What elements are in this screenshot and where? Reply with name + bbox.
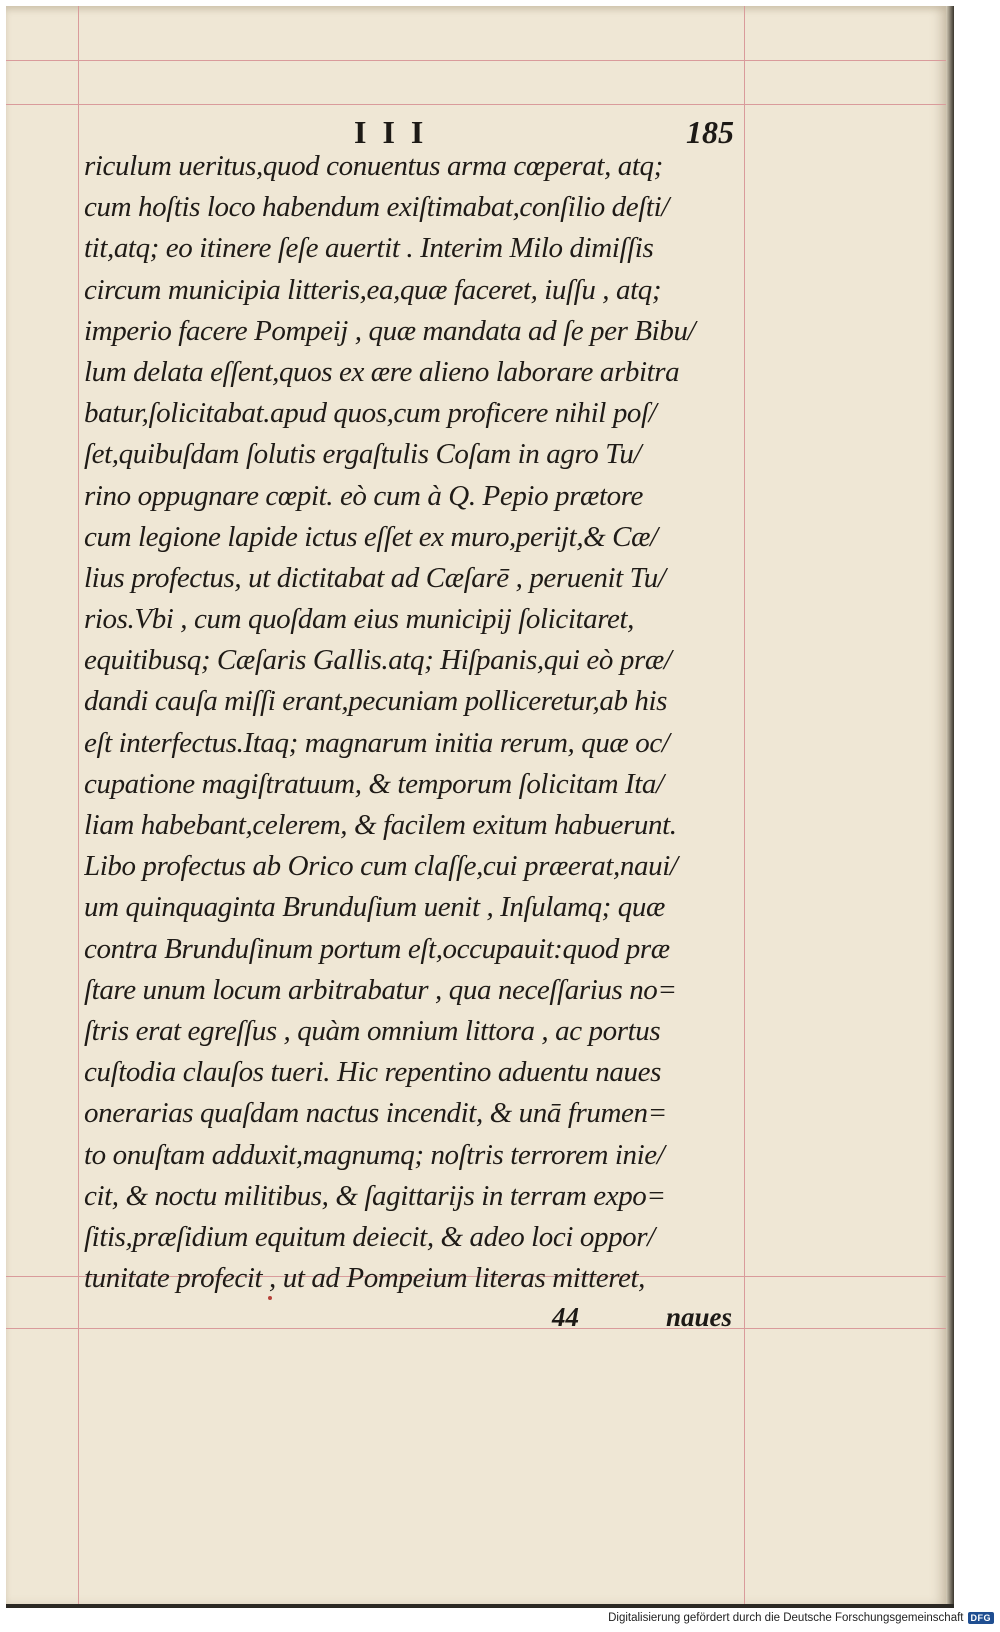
book-page [6, 6, 946, 1606]
text-line: cum hoſtis loco habendum exiſtimabat,conſilio deſti/ [84, 191, 669, 224]
text-line: Libo profectus ab Orico cum claſſe,cui præerat,naui/ [84, 850, 678, 883]
text-line: ſet,quibuſdam ſolutis ergaſtulis Coſam in agro Tu/ [84, 438, 642, 471]
text-line: cupatione magiſtratuum, & temporum ſolicitam Ita/ [84, 767, 664, 800]
text-line: eſt interfectus.Itaq; magnarum initia rerum, quæ oc/ [84, 726, 670, 759]
body-text [84, 146, 764, 1299]
text-line: equitibusq; Cæſaris Gallis.atq; Hiſpanis,qui eò præ/ [84, 644, 672, 677]
folio-number: 185 [686, 114, 734, 150]
text-line: lius profectus, ut dictitabat ad Cæſarē , peruenit Tu/ [84, 561, 666, 594]
text-line: to onuſtam adduxit,magnumq; noſtris terrorem inie/ [84, 1138, 665, 1171]
text-line: ſitis,præſidium equitum deiecit, & adeo loci oppor/ [84, 1220, 655, 1253]
page-footer [6, 1302, 946, 1338]
text-line: cum legione lapide ictus eſſet ex muro,perijt,& Cæ/ [84, 520, 658, 553]
ink-spot [268, 1296, 272, 1300]
text-line: lum delata eſſent,quos ex ære alieno laborare arbitra [84, 355, 680, 388]
text-line: imperio facere Pompeij , quæ mandata ad ſe per Bibu/ [84, 314, 696, 347]
text-line: tunitate profecit , ut ad Pompeium literas mitteret, [84, 1262, 645, 1295]
text-line: cit, & noctu militibus, & ſagittarijs in terram expo= [84, 1179, 666, 1212]
catchword: naues [666, 1302, 733, 1332]
digitization-credit [608, 1608, 994, 1628]
text-line: batur,ſolicitabat.apud quos,cum proficere nihil poſ/ [84, 397, 657, 430]
page-edge-shadow [946, 6, 954, 1606]
text-line: onerarias quaſdam nactus incendit, & unā frumen= [84, 1097, 667, 1130]
text-line: circum municipia litteris,ea,quæ faceret, iuſſu , atq; [84, 273, 662, 306]
dfg-logo: DFG [968, 1612, 995, 1624]
ruling-line-top [6, 60, 946, 61]
text-line: liam habebant,celerem, & facilem exitum habuerunt. [84, 809, 677, 841]
text-line: contra Brunduſinum portum eſt,occupauit:quod præ [84, 932, 670, 965]
signature-mark: 44 [552, 1302, 579, 1332]
header-signature: I I I [354, 114, 428, 150]
text-line: tit,atq; eo itinere ſeſe auertit . Interim Milo dimiſſis [84, 232, 654, 265]
ruling-line-left [78, 6, 79, 1606]
text-line: um quinquaginta Brunduſium uenit , Inſulamq; quæ [84, 891, 665, 924]
credit-text: Digitalisierung gefördert durch die Deutsche Forschungsgemeinschaft [608, 1612, 964, 1624]
text-line: rino oppugnare cœpit. eò cum à Q. Pepio prætore [84, 479, 643, 512]
text-line: rios.Vbi , cum quoſdam eius municipij ſolicitaret, [84, 603, 635, 636]
running-header [6, 114, 946, 150]
text-line: dandi cauſa miſſi erant,pecuniam polliceretur,ab his [84, 685, 668, 718]
text-line: cuſtodia clauſos tueri. Hic repentino aduentu naues [84, 1056, 661, 1089]
ruling-line-header [6, 104, 946, 105]
text-line: ſtare unum locum arbitrabatur , qua neceſſarius no= [84, 973, 677, 1006]
text-line: riculum ueritus,quod conuentus arma cœperat, atq; [84, 150, 663, 182]
text-line: ſtris erat egreſſus , quàm omnium littora , ac portus [84, 1014, 661, 1047]
